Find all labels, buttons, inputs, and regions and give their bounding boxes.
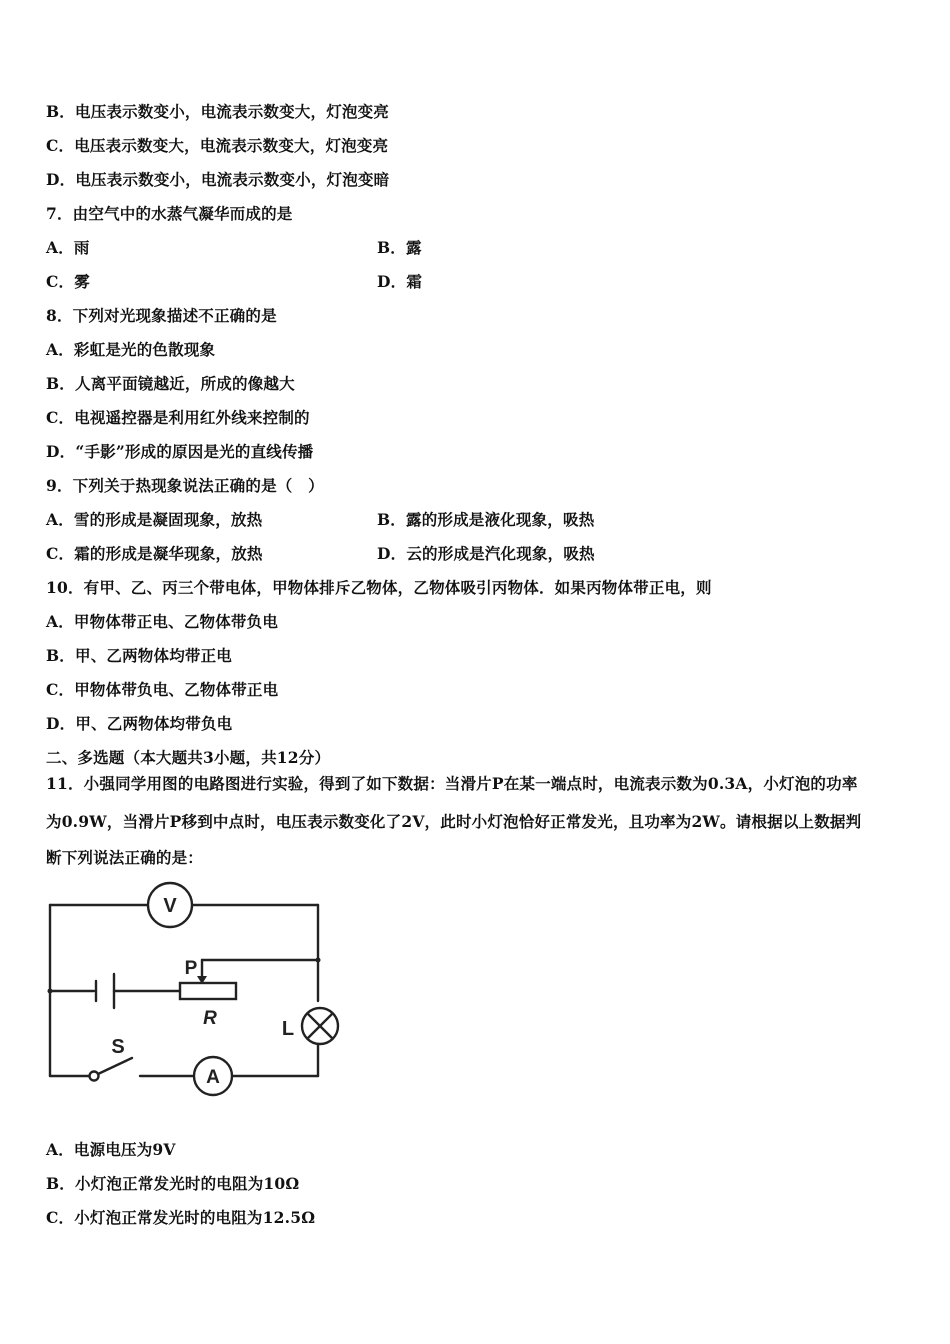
q10-option-a: A．甲物体带正电、乙物体带负电 [46,612,279,631]
q7-stem: 7．由空气中的水蒸气凝华而成的是 [46,204,293,223]
q9-option-a: A．雪的形成是凝固现象，放热 [46,510,263,529]
lamp-label: L [281,1018,295,1040]
q10-stem: 10．有甲、乙、丙三个带电体，甲物体排斥乙物体，乙物体吸引丙物体．如果丙物体带正电，则 [46,578,712,597]
q9-option-d: D．云的形成是汽化现象，吸热 [377,544,595,563]
q10-option-b: B．甲、乙两物体均带正电 [46,646,233,665]
q6-option-c: C．电压表示数变大，电流表示数变大，灯泡变亮 [46,136,389,155]
ammeter-label: A [206,1067,220,1088]
voltmeter-label: V [163,895,177,917]
slider-label: P [184,958,198,979]
q9-option-b: B．露的形成是液化现象，吸热 [377,510,595,529]
q9-option-c: C．霜的形成是凝华现象，放热 [46,544,263,563]
q6-option-b: B．电压表示数变小，电流表示数变大，灯泡变亮 [46,102,390,121]
q11-option-a: A．电源电压为9V [46,1140,176,1159]
q10-option-c: C．甲物体带负电、乙物体带正电 [46,680,279,699]
resistor-label: R [203,1008,217,1029]
q8-option-b: B．人离平面镜越近，所成的像越大 [46,374,295,393]
q8-option-a: A．彩虹是光的色散现象 [46,340,216,359]
q9-stem: 9．下列关于热现象说法正确的是（ ） [46,476,324,495]
q8-option-d: D．“手影”形成的原因是光的直线传播 [46,442,314,461]
q7-option-c: C．雾 [46,272,90,291]
q11-option-b: B．小灯泡正常发光时的电阻为10Ω [46,1174,300,1193]
q11-stem-line1: 11．小强同学用图的电路图进行实验，得到了如下数据：当滑片P在某一端点时，电流表示数为0.3A，小灯泡的功率 [46,774,858,793]
circuit-diagram [40,878,350,1108]
q8-stem: 8．下列对光现象描述不正确的是 [46,306,277,325]
q11-stem-line3: 断下列说法正确的是： [46,848,204,867]
switch-label: S [111,1036,125,1058]
section-heading: 二、多选题（本大题共3小题，共12分） [46,748,331,767]
switch-terminal [90,1072,99,1081]
q11-option-c: C．小灯泡正常发光时的电阻为12.5Ω [46,1208,316,1227]
q8-option-c: C．电视遥控器是利用红外线来控制的 [46,408,310,427]
q7-option-a: A．雨 [46,238,90,257]
q6-option-d: D．电压表示数变小，电流表示数变小，灯泡变暗 [46,170,390,189]
q10-option-d: D．甲、乙两物体均带负电 [46,714,233,733]
q11-stem-line2: 为0.9W，当滑片P移到中点时，电压表示数变化了2V，此时小灯泡恰好正常发光，且功率为2W。请根据以上数据判 [46,812,862,831]
q7-option-d: D．霜 [377,272,423,291]
q7-option-b: B．露 [377,238,422,257]
